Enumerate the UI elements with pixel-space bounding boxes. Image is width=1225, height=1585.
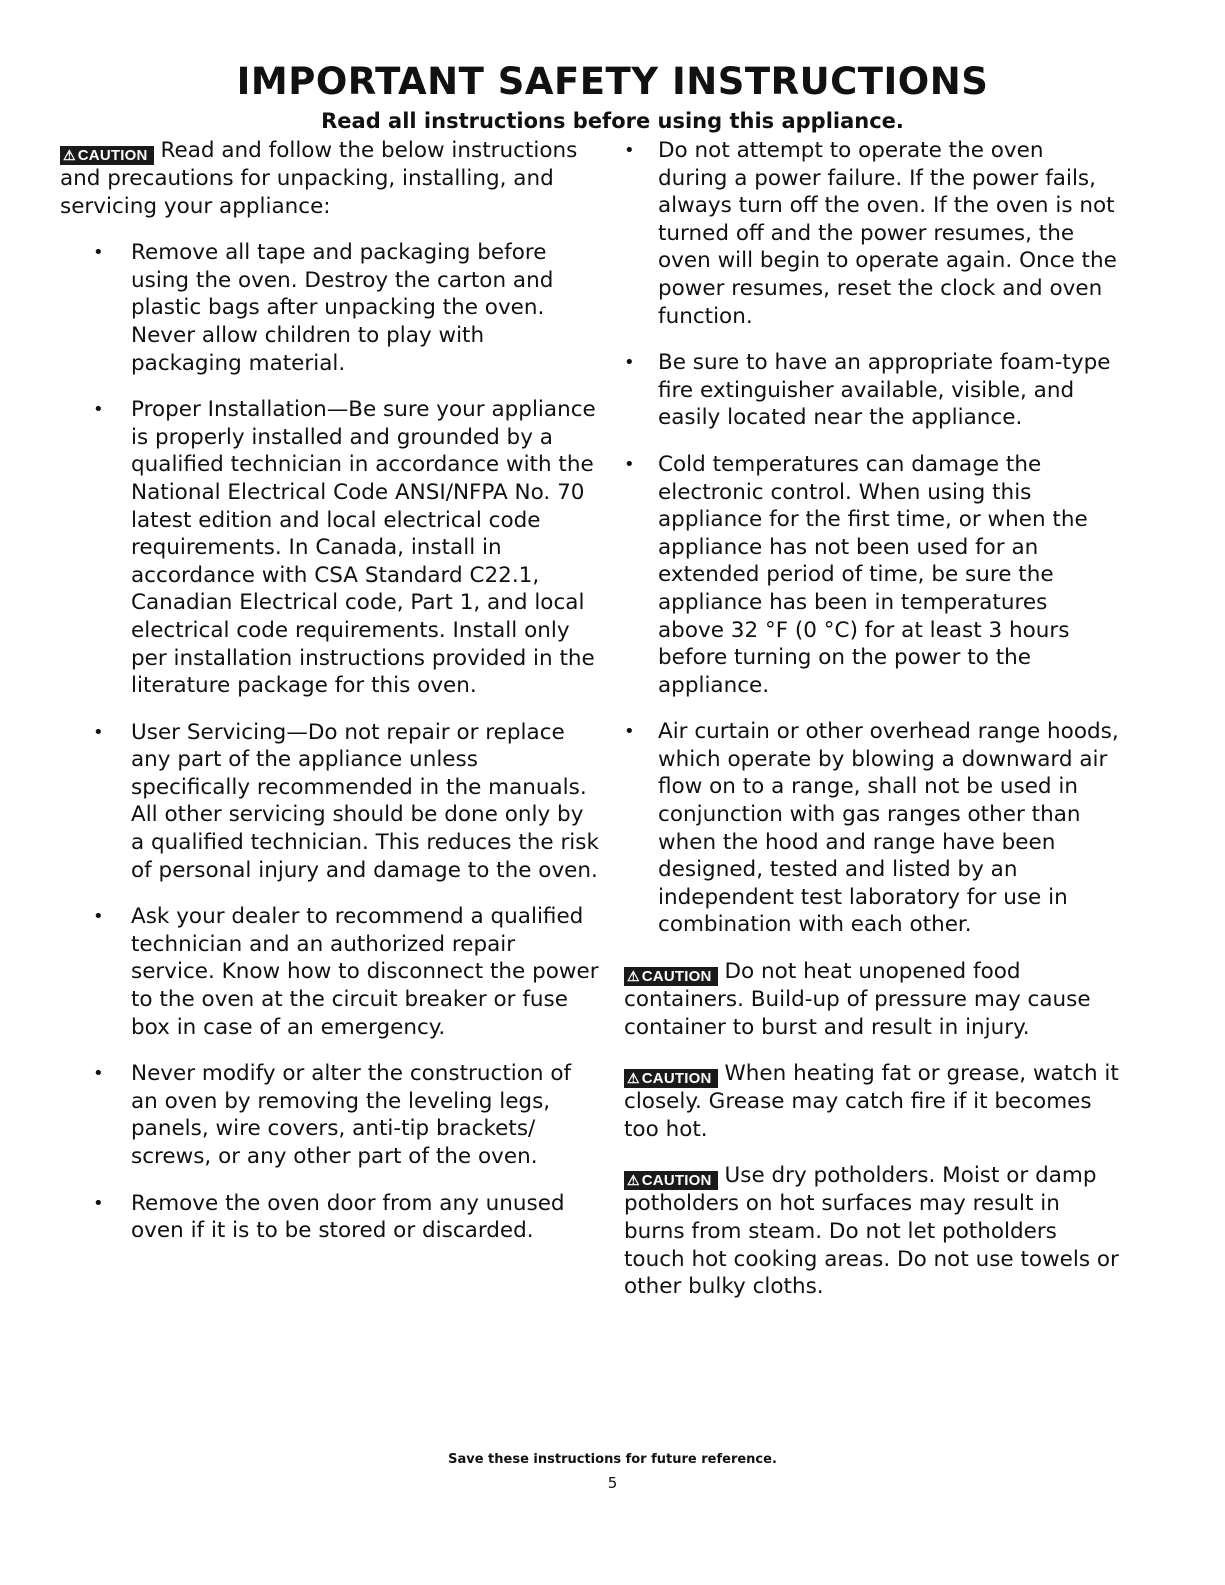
page-title: IMPORTANT SAFETY INSTRUCTIONS <box>236 60 989 103</box>
bullet-icon: • <box>624 721 635 743</box>
caution-badge <box>624 967 718 986</box>
left-bullet-list <box>60 239 600 1245</box>
footer-note: Save these instructions for future reference. <box>448 1452 777 1467</box>
caution-badge-label: CAUTION <box>641 1172 712 1190</box>
caution-text: Do not heat unopened food containers. Build-up of pressure may cause container to burst and result in injury. <box>624 959 1091 1040</box>
list-item <box>60 903 600 1041</box>
warning-triangle-icon: ⚠ <box>627 1172 640 1189</box>
list-item <box>624 137 1119 330</box>
list-item <box>60 1190 600 1245</box>
list-item <box>60 396 600 700</box>
bullet-icon: • <box>93 1192 104 1214</box>
list-item <box>60 719 600 885</box>
caution-badge-label: CAUTION <box>77 147 148 164</box>
caution-badge <box>60 146 154 165</box>
caution-badge <box>624 1069 718 1088</box>
list-item <box>624 349 1119 432</box>
right-column <box>624 137 1119 1320</box>
right-bullet-list <box>624 137 1119 939</box>
left-column <box>60 137 600 1264</box>
caution-text: Use dry potholders. Moist or damp potholders on hot surfaces may result in burns from steam. Do not let potholders touch hot cooking areas. Do not use towels or other bulky cloths. <box>624 1163 1119 1300</box>
warning-triangle-icon: ⚠ <box>627 1070 640 1087</box>
bullet-icon: • <box>624 453 635 475</box>
list-item <box>60 1060 600 1170</box>
bullet-icon: • <box>93 906 104 928</box>
caution-badge-label: CAUTION <box>641 968 712 986</box>
list-item <box>624 451 1119 699</box>
bullet-icon: • <box>624 140 635 161</box>
list-item-text: Remove the oven door from any unused oven if it is to be stored or discarded. <box>131 1190 565 1244</box>
page-number: 5 <box>607 1474 618 1492</box>
warning-triangle-icon: ⚠ <box>627 968 640 985</box>
list-item-text: Proper Installation—Be sure your appliance is properly installed and grounded by a qualified technician in accordance with the National Electrical Code ANSI/NFPA No. 70 latest edition and local electrical code requirements. In Canada, install in accordance with CSA Standard C22.1, Canadian Electrical code, Part 1, and local electrical code requirements. Install only per installation instructions provided in the literature package for this oven. <box>131 397 596 699</box>
list-item-text: Be sure to have an appropriate foam-type fire extinguisher available, visible, and easily located near the appliance. <box>658 350 1111 431</box>
bullet-icon: • <box>93 399 104 421</box>
bullet-icon: • <box>624 352 635 374</box>
warning-triangle-icon: ⚠ <box>63 147 76 163</box>
list-item-text: Do not attempt to operate the oven during a power failure. If the power fails, always turn off the oven. If the oven is not turned off and the power resumes, the oven will begin to operate again. Once the power resumes, reset the clock and oven function. <box>658 138 1117 329</box>
caution-paragraph <box>624 1162 1119 1300</box>
caution-intro <box>60 137 600 220</box>
bullet-icon: • <box>93 721 104 743</box>
caution-text: When heating fat or grease, watch it closely. Grease may catch fire if it becomes too hot. <box>624 1061 1119 1142</box>
list-item <box>624 718 1119 939</box>
caution-paragraph <box>624 1060 1119 1143</box>
caution-intro-text: Read and follow the below instructions and precautions for unpacking, installing, and servicing your appliance: <box>60 138 578 219</box>
list-item-text: Cold temperatures can damage the electronic control. When using this appliance for the first time, or when the appliance has not been used for an extended period of time, be sure the appliance has been in temperatures above 32 °F (0 °C) for at least 3 hours before turning on the power to the appliance. <box>658 451 1088 698</box>
page-subtitle: Read all instructions before using this appliance. <box>321 109 904 133</box>
list-item <box>60 239 600 377</box>
bullet-icon: • <box>93 1063 104 1085</box>
caution-badge-label: CAUTION <box>641 1070 712 1088</box>
list-item-text: Remove all tape and packaging before using the oven. Destroy the carton and plastic bags after unpacking the oven. Never allow children to play with packaging material. <box>131 240 554 376</box>
caution-paragraph <box>624 958 1119 1041</box>
list-item-text: Ask your dealer to recommend a qualified technician and an authorized repair service. Know how to disconnect the power to the oven at the circuit breaker or fuse box in case of an emergency. <box>131 904 599 1040</box>
list-item-text: Never modify or alter the construction of an oven by removing the leveling legs, panels, wire covers, anti-tip brackets/ screws, or any other part of the oven. <box>131 1061 572 1169</box>
list-item-text: Air curtain or other overhead range hoods, which operate by blowing a downward air flow on to a range, shall not be used in conjunction with gas ranges other than when the hood and range have been designed, tested and listed by an independent test laboratory for use in combination with each other. <box>658 719 1119 938</box>
caution-badge <box>624 1171 718 1190</box>
list-item-text: User Servicing—Do not repair or replace any part of the appliance unless specifically recommended in the manuals. All other servicing should be done only by a qualified technician. This reduces the risk of personal injury and damage to the oven. <box>131 719 599 883</box>
bullet-icon: • <box>93 242 104 264</box>
